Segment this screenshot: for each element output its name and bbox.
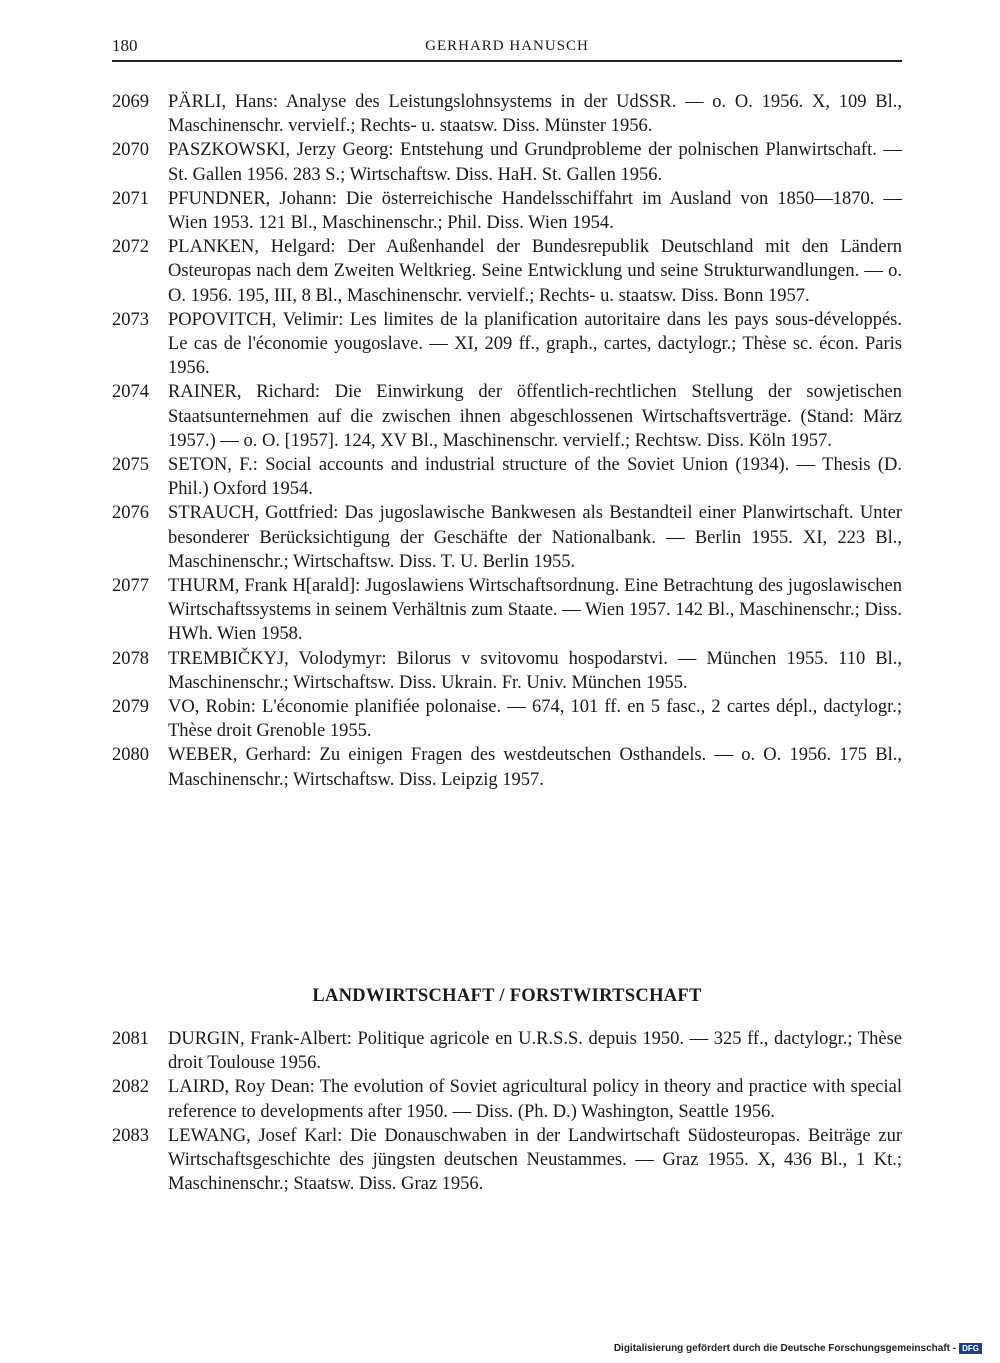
bibliography-entry [112,574,902,647]
entry-number: 2076 [112,503,149,524]
entry-text: WEBER, Gerhard: Zu einigen Fragen des westdeutschen Osthandels. — o. O. 1956. 175 Bl., Maschinenschr.; Wirtschaftsw. Diss. Leipzig 1957. [168,745,902,790]
bibliography-entry [112,1075,902,1123]
entry-text: VO, Robin: L'économie planifiée polonaise. — 674, 101 ff. en 5 fasc., 2 cartes dépl., dactylogr.; Thèse droit Grenoble 1955. [168,697,902,742]
entry-text: PFUNDNER, Johann: Die österreichische Handelsschiffahrt im Ausland von 1850—1870. — Wien 1953. 121 Bl., Maschinenschr.; Phil. Diss. Wien 1954. [168,188,902,234]
entry-number: 2072 [112,237,149,258]
bibliography-entry [112,1027,902,1075]
entry-text: POPOVITCH, Velimir: Les limites de la planification autoritaire dans les pays sous-développés. Le cas de l'économie yougoslave. — XI, 209 ff., graph., cartes, dactylogr.; Thèse sc. écon. Paris 1956. [168,309,902,379]
bibliography-entry [112,453,902,501]
page-header [112,30,902,62]
page-number: 180 [112,36,138,55]
entry-text: PÄRLI, Hans: Analyse des Leistungslohnsystems in der UdSSR. — o. O. 1956. X, 109 Bl., Maschinenschr. vervielf.; Rechts- u. staatsw. Diss. Münster 1956. [168,92,902,137]
bibliography-entry [112,1124,902,1197]
footer-text: Digitalisierung gefördert durch die Deutsche Forschungsgemeinschaft - [613,1343,957,1354]
bibliography-entry [112,647,902,695]
entry-text: THURM, Frank H[arald]: Jugoslawiens Wirtschaftsordnung. Eine Betrachtung des jugoslawischen Wirtschaftssystems in seinem Verhältnis zum Staate. — Wien 1957. 142 Bl., Maschinenschr.; Diss. HWh. Wien 1958. [168,576,902,645]
entry-text: PASZKOWSKI, Jerzy Georg: Entstehung und Grundprobleme der polnischen Planwirtschaft. — St. Gallen 1956. 283 S.; Wirtschaftsw. Diss. HaH. St. Gallen 1956. [168,140,902,185]
bibliography-entry [112,138,902,186]
bibliography-entry [112,235,902,308]
bibliography-list-agriculture [112,1027,902,1196]
entry-number: 2080 [112,745,149,766]
entry-number: 2073 [112,309,149,330]
entry-text: PLANKEN, Helgard: Der Außenhandel der Bundesrepublik Deutschland mit den Ländern Osteuropas nach dem Zweiten Weltkrieg. Seine Entwicklung und seine Strukturwandlungen. — o. O. 1956. 195, III, 8 Bl., Maschinenschr. vervielf.; Rechts- u. staatsw. Diss. Bonn 1957. [168,237,902,306]
bibliography-entry [112,187,902,235]
entry-number: 2079 [112,697,149,718]
entry-number: 2077 [112,576,149,597]
bibliography-entry [112,90,902,138]
bibliography-entry [112,743,902,791]
entry-text: DURGIN, Frank-Albert: Politique agricole en U.R.S.S. depuis 1950. — 325 ff., dactylogr.; Thèse droit Toulouse 1956. [168,1029,902,1074]
bibliography-entry [112,695,902,743]
entry-text: TREMBIČKYJ, Volodymyr: Bilorus v svitovomu hospodarstvi. — München 1955. 110 Bl., Maschinenschr.; Wirtschaftsw. Diss. Ukrain. Fr. Univ. München 1955. [168,648,902,693]
entry-text: LEWANG, Josef Karl: Die Donauschwaben in der Landwirtschaft Südosteuropas. Beiträge zur Wirtschaftsgeschichte des jüngsten deutschen Neustammes. — Graz 1955. X, 436 Bl., 1 Kt.; Maschinenschr.; Staatsw. Diss. Graz 1956. [168,1125,902,1195]
entry-number: 2074 [112,382,149,403]
digitization-footer [614,1343,982,1354]
entry-text: RAINER, Richard: Die Einwirkung der öffentlich-rechtlichen Stellung der sowjetischen Staatsunternehmen auf die zwischen ihnen abgeschlossenen Wirtschaftsverträge. (Stand: März 1957.) — o. O. [1957]. 124, XV Bl., Maschinenschr. vervielf.; Rechtsw. Diss. Köln 1957. [168,382,902,451]
bibliography-entry [112,380,902,453]
entry-text: LAIRD, Roy Dean: The evolution of Soviet agricultural policy in theory and practice with special reference to developments after 1950. — Diss. (Ph. D.) Washington, Seattle 1956. [168,1077,902,1122]
entry-text: SETON, F.: Social accounts and industrial structure of the Soviet Union (1934). — Thesis (D. Phil.) Oxford 1954. [168,455,902,500]
dfg-logo: DFG [959,1343,982,1354]
entry-number: 2071 [112,188,149,209]
entry-number: 2075 [112,455,149,476]
section-heading: LANDWIRTSCHAFT / FORSTWIRTSCHAFT [312,986,702,1006]
bibliography-list [112,90,902,792]
entry-number: 2083 [112,1125,149,1146]
bibliography-entry [112,501,902,574]
entry-text: STRAUCH, Gottfried: Das jugoslawische Bankwesen als Bestandteil einer Planwirtschaft. Unter besonderer Berücksichtigung der Geschäfte der Nationalbank. — Berlin 1955. XI, 223 Bl., Maschinenschr.; Wirtschaftsw. Diss. T. U. Berlin 1955. [168,503,902,572]
entry-number: 2078 [112,648,149,669]
entry-number: 2081 [112,1029,149,1049]
entry-number: 2070 [112,140,149,161]
entry-number: 2082 [112,1077,149,1098]
entry-number: 2069 [112,92,149,112]
running-head: GERHARD HANUSCH [425,38,589,54]
bibliography-entry [112,308,902,381]
